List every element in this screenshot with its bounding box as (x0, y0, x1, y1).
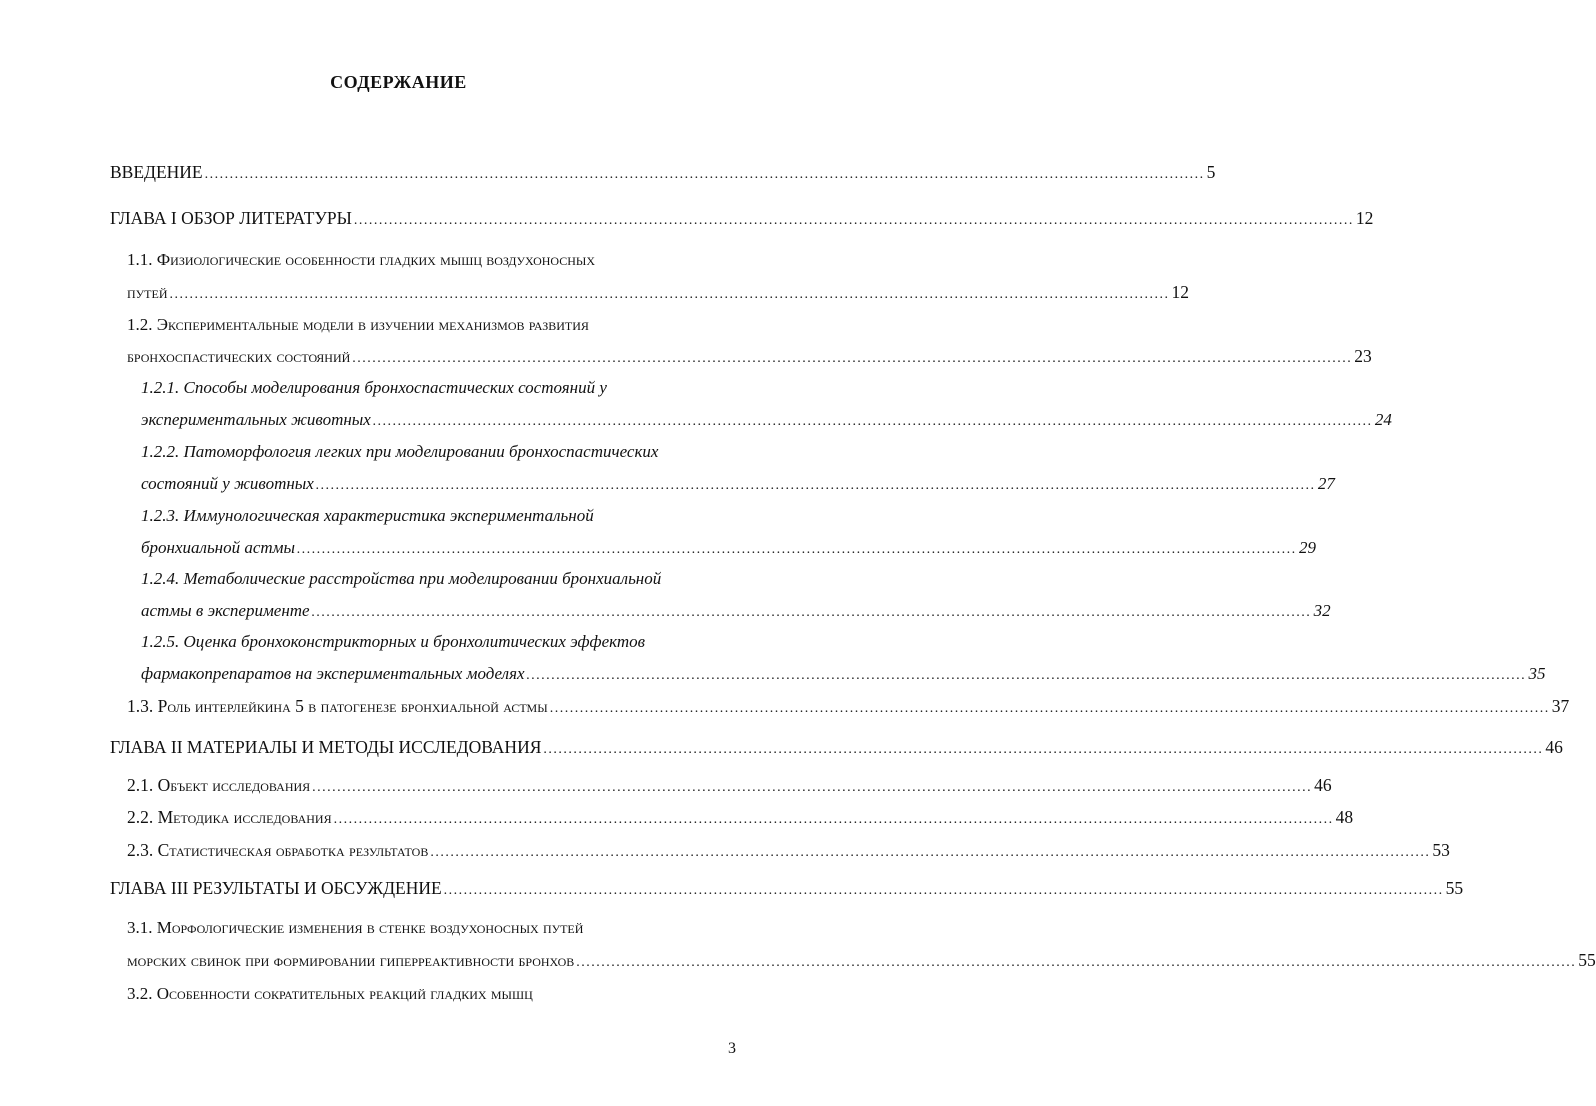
toc-page-number: 55 (1578, 950, 1596, 970)
toc-entry-1-2-1-line1[interactable]: 1.2.1. Способы моделирования бронхоспастических состояний у (141, 378, 607, 397)
toc-page-number: 12 (1355, 208, 1374, 228)
toc-page-number: 23 (1354, 346, 1372, 366)
toc-leader: ........................................................................................................................................................................................................ (443, 883, 1444, 898)
toc-entry-3-1-line1[interactable]: 3.1. Морфологические изменения в стенке воздухоносных путей (127, 918, 584, 937)
toc-leader: ........................................................................................................................................................................................................ (297, 542, 1298, 557)
toc-leader: ........................................................................................................................................................................................................ (576, 955, 1577, 970)
toc-entry-1-2-5[interactable] (141, 663, 1546, 687)
toc-entry-text: астмы в эксперименте (141, 601, 310, 620)
toc-entry-1-2-line1[interactable]: 1.2. Экспериментальные модели в изучении механизмов развития (127, 315, 589, 334)
toc-entry-text: путей (127, 282, 168, 302)
toc-leader: ........................................................................................................................................................................................................ (526, 668, 1527, 683)
toc-entry-1-2-3-line1[interactable]: 1.2.3. Иммунологическая характеристика экспериментальной (141, 506, 594, 525)
toc-page-number: 48 (1335, 807, 1354, 827)
toc-page-number: 24 (1374, 410, 1392, 429)
toc-leader: ........................................................................................................................................................................................................ (315, 478, 1316, 493)
toc-page-number: 37 (1551, 696, 1570, 716)
toc-entry-1-2-2[interactable] (141, 473, 1335, 497)
toc-page-number: 35 (1528, 664, 1546, 683)
toc-leader: ........................................................................................................................................................................................................ (353, 213, 1354, 228)
toc-entry-1-3[interactable] (127, 695, 1570, 720)
toc-entry-2-3[interactable] (127, 839, 1450, 864)
toc-page-number: 46 (1545, 737, 1563, 757)
toc-entry-text: 2.1. Объект исследования (127, 775, 311, 795)
toc-leader: ........................................................................................................................................................................................................ (372, 414, 1373, 429)
toc-leader: ........................................................................................................................................................................................................ (333, 812, 1334, 827)
toc-entry-text: ВВЕДЕНИЕ (110, 162, 203, 182)
toc-entry-text: экспериментальных животных (141, 410, 371, 429)
toc-entry-1-2-1[interactable] (141, 409, 1392, 433)
toc-entry-text: бронхиальной астмы (141, 538, 296, 557)
toc-entry-text: фармакопрепаратов на экспериментальных моделях (141, 664, 525, 683)
toc-leader: ........................................................................................................................................................................................................ (549, 701, 1550, 716)
toc-entry-introduction[interactable] (110, 161, 1216, 186)
toc-page-number: 12 (1171, 282, 1189, 302)
toc-leader: ........................................................................................................................................................................................................ (430, 845, 1431, 860)
toc-entry-chapter-1[interactable] (110, 207, 1374, 232)
toc-entry-text: бронхоспастических состояний (127, 346, 351, 366)
toc-entry-text: 2.3. Статистическая обработка результатов (127, 840, 429, 860)
toc-entry-text: морских свинок при формировании гиперреактивности бронхов (127, 950, 575, 970)
toc-entry-text: 1.3. Роль интерлейкина 5 в патогенезе бронхиальной астмы (127, 696, 548, 716)
toc-entry-3-2-line1[interactable]: 3.2. Особенности сократительных реакций гладких мышц (127, 984, 533, 1003)
toc-page-number: 55 (1445, 878, 1464, 898)
toc-leader: ........................................................................................................................................................................................................ (312, 780, 1313, 795)
page-number: 3 (728, 1040, 736, 1057)
toc-entry-1-1[interactable] (127, 281, 1189, 306)
toc-entry-1-2-3[interactable] (141, 537, 1317, 561)
toc-entry-3-1[interactable] (127, 949, 1596, 974)
toc-entry-text: ГЛАВА III РЕЗУЛЬТАТЫ И ОБСУЖДЕНИЕ (110, 878, 442, 898)
page-title: СОДЕРЖАНИЕ (330, 72, 467, 92)
toc-leader: ........................................................................................................................................................................................................ (543, 742, 1544, 757)
toc-entry-1-1-line1[interactable]: 1.1. Физиологические особенности гладких мышц воздухоносных (127, 250, 596, 269)
toc-entry-1-2[interactable] (127, 345, 1372, 370)
toc-entry-2-1[interactable] (127, 774, 1332, 799)
toc-leader: ........................................................................................................................................................................................................ (169, 287, 1170, 302)
toc-page-number: 46 (1314, 775, 1332, 795)
toc-entry-2-2[interactable] (127, 806, 1354, 831)
toc-page-number: 32 (1313, 601, 1331, 620)
toc-entry-1-2-4[interactable] (141, 600, 1331, 624)
toc-leader: ........................................................................................................................................................................................................ (352, 351, 1353, 366)
toc-leader: ........................................................................................................................................................................................................ (311, 605, 1312, 620)
toc-page-number: 27 (1317, 474, 1335, 493)
toc-entry-text: ГЛАВА II МАТЕРИАЛЫ И МЕТОДЫ ИССЛЕДОВАНИЯ (110, 737, 542, 757)
toc-page-number: 29 (1299, 538, 1317, 557)
toc-entry-chapter-2[interactable] (110, 736, 1563, 761)
toc-entry-1-2-4-line1[interactable]: 1.2.4. Метаболические расстройства при моделировании бронхиальной (141, 569, 662, 588)
toc-entry-text: состояний у животных (141, 474, 314, 493)
toc-entry-chapter-3[interactable] (110, 877, 1464, 902)
toc-entry-1-2-2-line1[interactable]: 1.2.2. Патоморфология легких при моделировании бронхоспастических (141, 442, 659, 461)
toc-page-number: 5 (1206, 162, 1216, 182)
toc-page-number: 53 (1432, 840, 1450, 860)
toc-leader: ........................................................................................................................................................................................................ (204, 167, 1205, 182)
toc-entry-text: ГЛАВА I ОБЗОР ЛИТЕРАТУРЫ (110, 208, 352, 228)
toc-entry-text: 2.2. Методика исследования (127, 807, 332, 827)
toc-entry-1-2-5-line1[interactable]: 1.2.5. Оценка бронхоконстрикторных и бронхолитических эффектов (141, 632, 646, 651)
